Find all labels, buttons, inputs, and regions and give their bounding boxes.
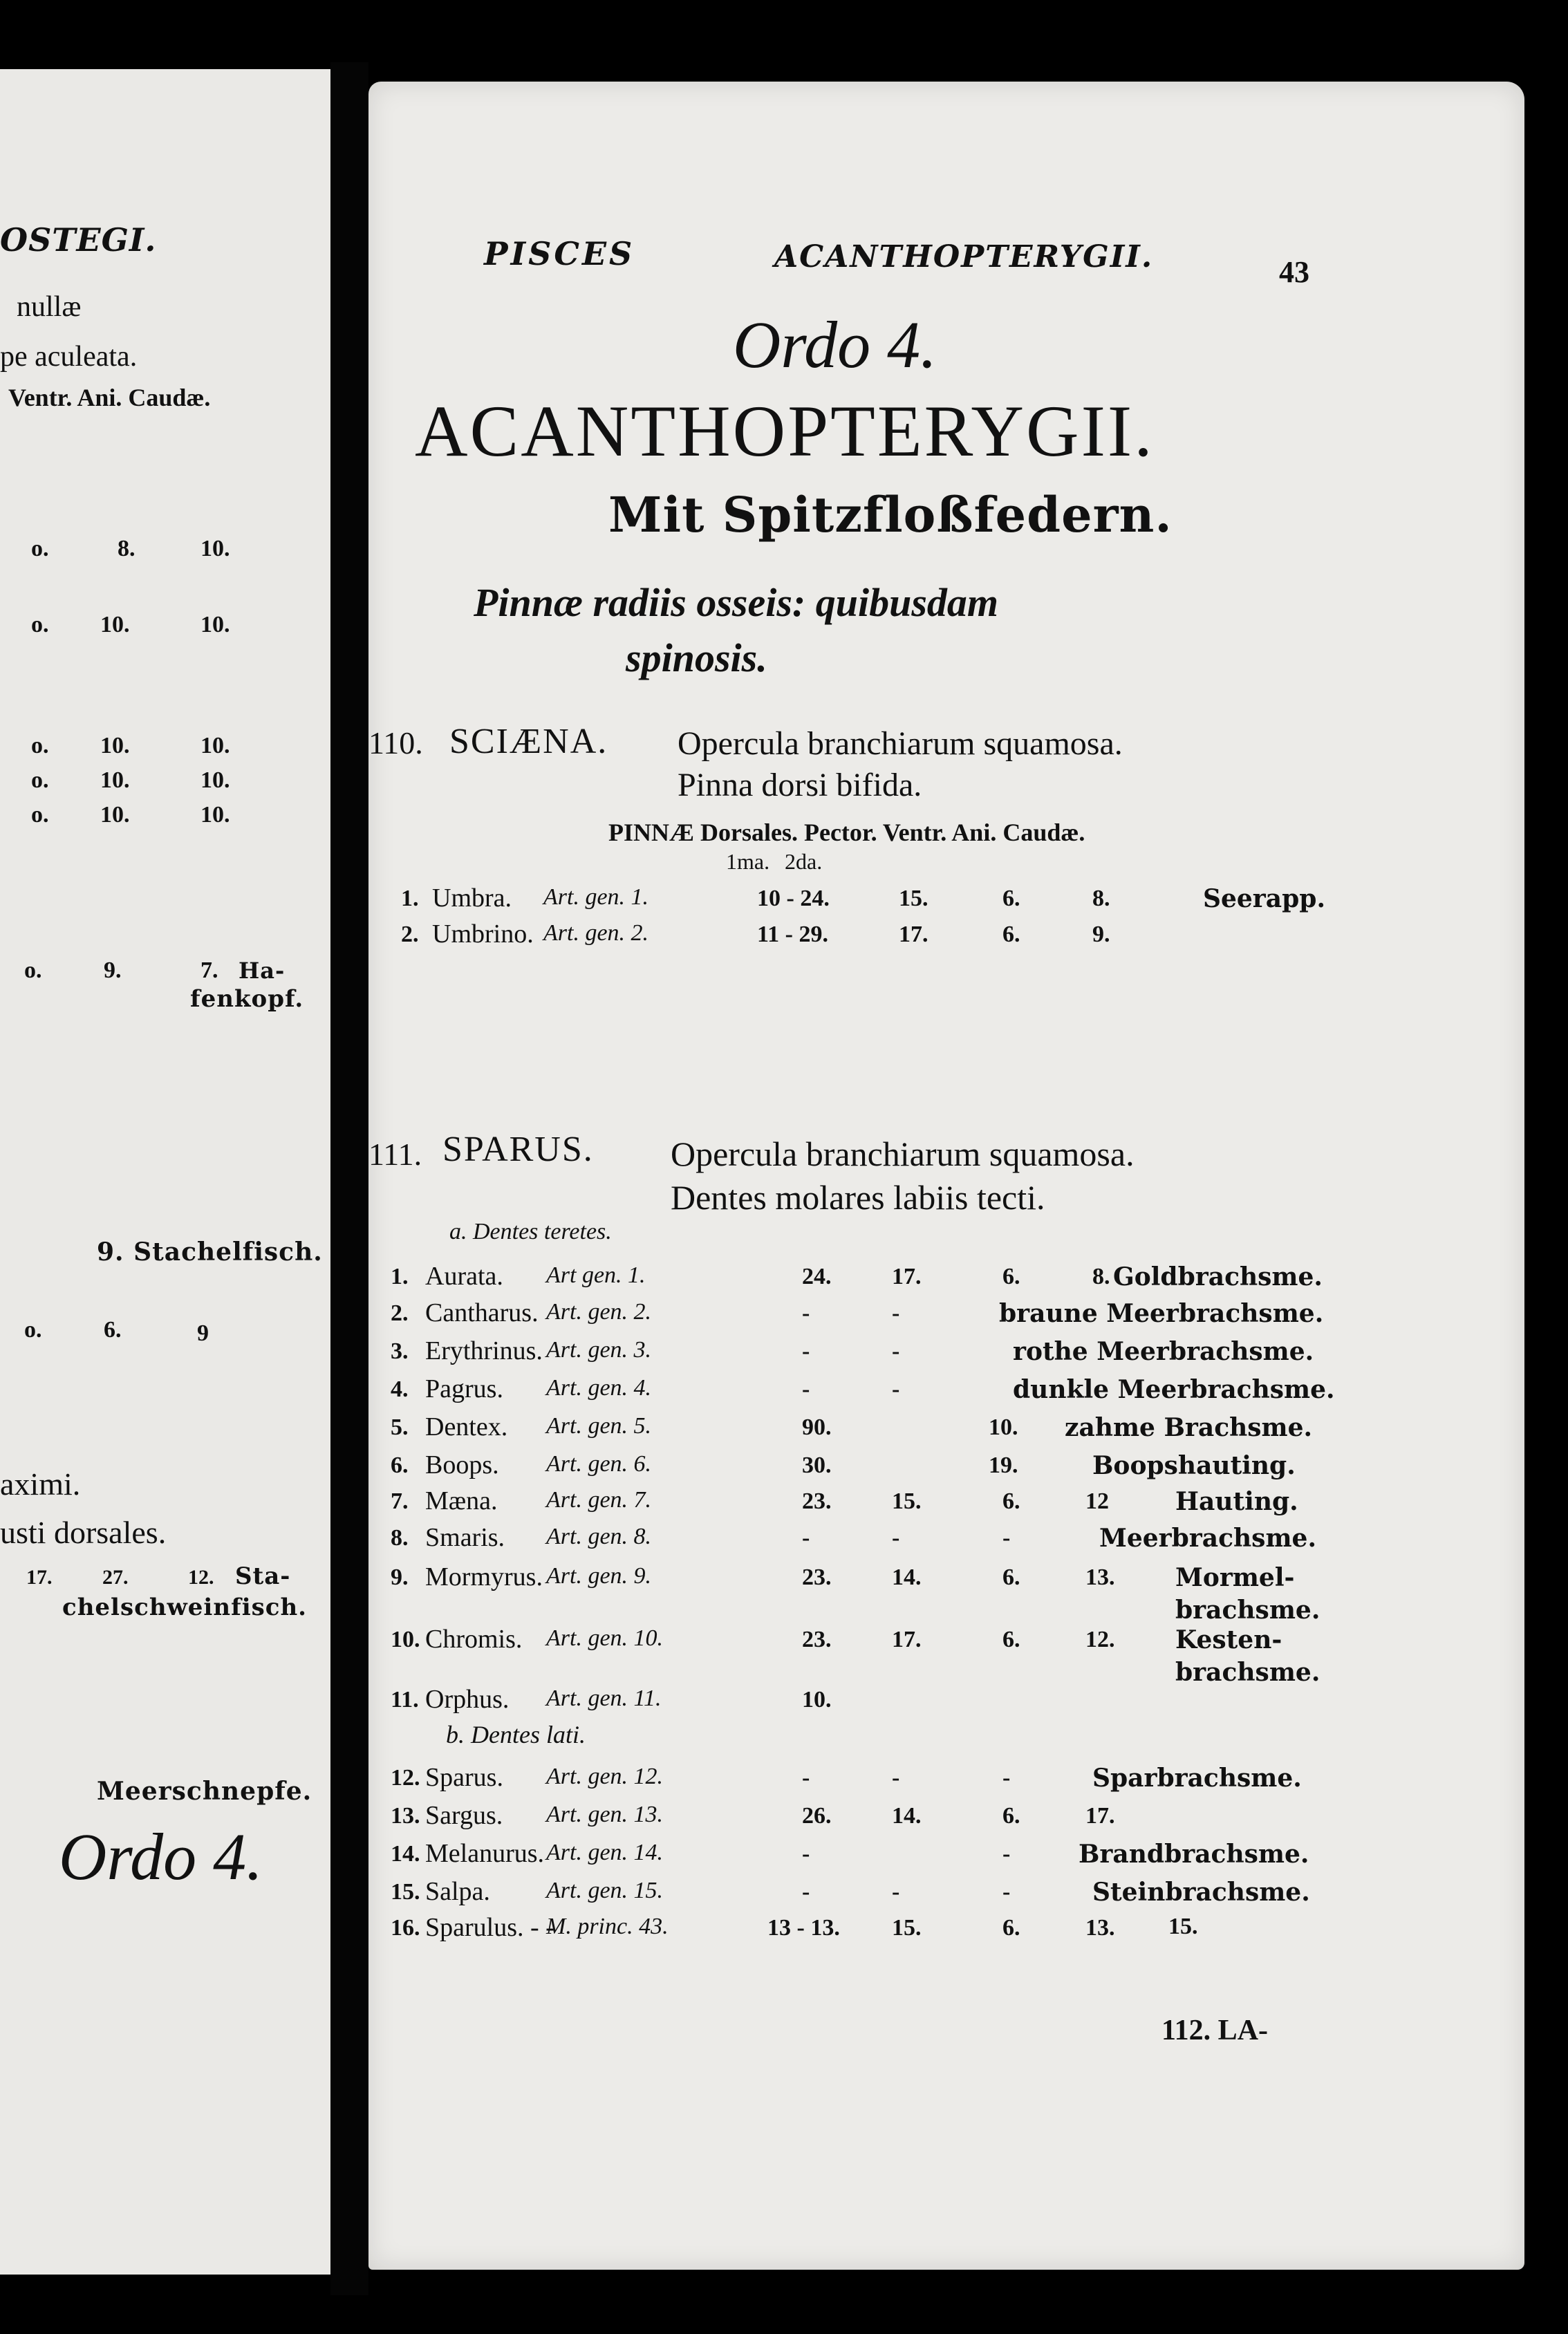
left-num: 10.: [100, 612, 130, 637]
genus-desc: Opercula branchiarum squamosa.: [671, 1135, 1135, 1173]
german-name: Meerbrachsme.: [1099, 1524, 1316, 1553]
fin-pectoral: -: [892, 1525, 900, 1551]
species-number: 5.: [391, 1415, 409, 1440]
left-line: Ventr. Ani. Caudæ.: [8, 384, 211, 411]
latin-desc-line2: spinosis.: [626, 635, 767, 680]
left-num: o.: [31, 733, 49, 758]
german-name: Mormel-: [1175, 1563, 1295, 1592]
species-name: Aurata.: [425, 1262, 503, 1291]
left-hasenkopf: Ha-: [239, 958, 286, 984]
german-title: Mit Spitzfloßfedern.: [608, 486, 1173, 543]
left-num: 8.: [118, 536, 136, 561]
species-name: Chromis.: [425, 1625, 523, 1654]
group-label: a. Dentes teretes.: [449, 1219, 612, 1244]
species-number: 12.: [391, 1765, 420, 1791]
german-name: 15.: [1168, 1914, 1198, 1939]
left-num: 10.: [200, 802, 230, 828]
species-name: Salpa.: [425, 1877, 490, 1906]
species-reference: Art. gen. 11.: [546, 1686, 662, 1711]
german-name: Kesten-: [1175, 1625, 1282, 1654]
fin-dorsal: 10 - 24.: [757, 886, 830, 911]
fin-dorsal: 90.: [802, 1415, 832, 1440]
genus-desc: Opercula branchiarum squamosa.: [678, 725, 1123, 762]
fin-ventral: -: [1002, 1525, 1011, 1551]
german-name: dunkle Meerbrachsme.: [1013, 1375, 1335, 1404]
left-num: 10.: [200, 767, 230, 793]
fin-ventral: 6.: [1002, 1565, 1020, 1590]
running-header-left: PISCES: [484, 235, 635, 272]
species-number: 1.: [391, 1264, 409, 1289]
species-reference: M. princ. 43.: [546, 1914, 669, 1939]
left-stachel: Sta-: [235, 1562, 291, 1590]
species-name: Mormyrus.: [425, 1562, 543, 1591]
fin-ventral: 6.: [1002, 922, 1020, 947]
species-name: Sargus.: [425, 1801, 503, 1830]
species-number: 13.: [391, 1803, 420, 1829]
german-name: braune Meerbrachsme.: [999, 1299, 1324, 1328]
species-reference: Art gen. 1.: [546, 1262, 646, 1288]
fin-pectoral: 15.: [899, 886, 928, 911]
fin-anal: 12.: [1085, 1627, 1115, 1652]
left-num: o.: [24, 958, 42, 983]
fin-pectoral: 17.: [892, 1627, 922, 1652]
fin-dorsal: -: [802, 1879, 810, 1905]
genus-name: SCIÆNA.: [449, 722, 608, 761]
german-name: Boopshauting.: [1092, 1451, 1296, 1480]
fin-ventral: 19.: [989, 1453, 1018, 1478]
fin-dorsal: -: [802, 1338, 810, 1364]
fin-pectoral: -: [892, 1338, 900, 1364]
species-number: 14.: [391, 1841, 420, 1867]
german-name: Seerapp.: [1203, 884, 1325, 913]
left-usti: usti dorsales.: [0, 1515, 167, 1550]
pinnae-sub: 2da.: [785, 849, 823, 874]
left-num: o.: [31, 536, 49, 561]
species-reference: Art. gen. 1.: [543, 884, 649, 910]
fin-pectoral: 15.: [892, 1488, 922, 1514]
fin-anal: 13.: [1085, 1915, 1115, 1941]
left-header: OSTEGI.: [0, 221, 157, 259]
species-number: 11.: [391, 1687, 419, 1712]
fin-dorsal: 30.: [802, 1453, 832, 1478]
german-name: Goldbrachsme.: [1113, 1262, 1323, 1291]
left-num: 6.: [104, 1317, 122, 1343]
fin-ventral: 6.: [1002, 1627, 1020, 1652]
species-reference: Art. gen. 4.: [546, 1375, 652, 1401]
fin-dorsal: -: [802, 1300, 810, 1326]
species-number: 1.: [401, 886, 419, 911]
pinnae-header: PINNÆ Dorsales. Pector. Ventr. Ani. Caudæ.: [608, 819, 1085, 846]
fin-dorsal: 23.: [802, 1565, 832, 1590]
left-ordo: Ordo 4.: [59, 1820, 263, 1894]
fin-dorsal: -: [802, 1525, 810, 1551]
fin-dorsal: 24.: [802, 1264, 832, 1289]
species-name: Mæna.: [425, 1486, 498, 1515]
pinnae-sub: 1ma.: [726, 849, 770, 874]
species-reference: Art. gen. 12.: [546, 1764, 664, 1789]
left-hasenkopf: fenkopf.: [190, 985, 304, 1013]
fin-anal: 17.: [1085, 1803, 1115, 1829]
latin-desc-line1: Pinnæ radiis osseis: quibusdam: [474, 580, 999, 625]
fin-dorsal: -: [802, 1376, 810, 1402]
species-number: 3.: [391, 1338, 409, 1364]
left-num: o.: [31, 767, 49, 793]
species-number: 2.: [391, 1300, 409, 1326]
german-name: Hauting.: [1175, 1487, 1298, 1516]
fin-dorsal: 23.: [802, 1488, 832, 1514]
fin-anal: 13.: [1085, 1565, 1115, 1590]
left-num: o.: [31, 612, 49, 637]
left-num: o.: [31, 802, 49, 828]
species-name: Pagrus.: [425, 1374, 503, 1403]
fin-dorsal: 13 - 13.: [767, 1915, 840, 1941]
left-num: 10.: [100, 767, 130, 793]
left-num: 10.: [100, 733, 130, 758]
species-reference: Art. gen. 13.: [546, 1802, 664, 1827]
species-name: Sparus.: [425, 1763, 503, 1792]
species-reference: Art. gen. 5.: [546, 1413, 652, 1439]
species-number: 15.: [391, 1879, 420, 1905]
left-num: 9.: [104, 958, 122, 983]
fin-anal: 8.: [1092, 886, 1110, 911]
left-num: o.: [24, 1317, 42, 1343]
catchword: 112. LA-: [1161, 2015, 1269, 2046]
fin-dorsal: -: [802, 1765, 810, 1791]
left-stachelfisch: 9. Stachelfisch.: [97, 1238, 323, 1267]
left-num: 10.: [200, 536, 230, 561]
species-name: Cantharus.: [425, 1298, 539, 1327]
left-num: 10.: [100, 802, 130, 828]
species-reference: Art. gen. 3.: [546, 1337, 652, 1363]
fin-ventral: 10.: [989, 1415, 1018, 1440]
left-num: 10.: [200, 612, 230, 637]
left-num: 27.: [102, 1566, 129, 1589]
german-name: brachsme.: [1175, 1658, 1320, 1687]
german-name: Brandbrachsme.: [1079, 1840, 1309, 1869]
species-number: 9.: [391, 1565, 409, 1590]
main-title: ACANTHOPTERYGII.: [415, 391, 1155, 472]
genus-name: SPARUS.: [442, 1130, 594, 1169]
left-aximi: aximi.: [0, 1466, 81, 1502]
fin-dorsal: 26.: [802, 1803, 832, 1829]
left-meerschnepfe: Meerschnepfe.: [97, 1777, 312, 1806]
fin-ventral: 6.: [1002, 1264, 1020, 1289]
german-name: zahme Brachsme.: [1065, 1413, 1313, 1442]
species-name: Umbrino.: [432, 919, 534, 949]
genus-desc: Pinna dorsi bifida.: [678, 767, 922, 803]
genus-desc: Dentes molares labiis tecti.: [671, 1178, 1045, 1217]
species-number: 6.: [391, 1453, 409, 1478]
group-label: b. Dentes lati.: [446, 1721, 586, 1748]
fin-ventral: 6.: [1002, 1915, 1020, 1941]
fin-ventral: -: [1002, 1841, 1011, 1867]
species-name: Boops.: [425, 1450, 499, 1479]
species-number: 8.: [391, 1525, 409, 1551]
species-reference: Art. gen. 7.: [546, 1487, 652, 1513]
species-number: 2.: [401, 922, 419, 947]
fin-anal: 8.: [1092, 1264, 1110, 1289]
left-line: pe aculeata.: [0, 341, 138, 373]
fin-pectoral: 15.: [892, 1915, 922, 1941]
book-gutter: [330, 62, 368, 2295]
species-name: Orphus.: [425, 1685, 510, 1714]
left-num: 10.: [200, 733, 230, 758]
genus-number: 110.: [368, 725, 423, 760]
left-num: 17.: [26, 1566, 53, 1589]
fin-pectoral: 14.: [892, 1565, 922, 1590]
fin-pectoral: -: [892, 1879, 900, 1905]
species-name: Melanurus.: [425, 1839, 545, 1868]
species-reference: Art. gen. 8.: [546, 1524, 652, 1549]
species-number: 4.: [391, 1376, 409, 1402]
fin-dorsal: -: [802, 1841, 810, 1867]
german-name: brachsme.: [1175, 1596, 1320, 1625]
species-reference: Art. gen. 10.: [546, 1625, 664, 1651]
fin-pectoral: 17.: [892, 1264, 922, 1289]
left-num: 7.: [200, 958, 218, 983]
fin-anal: 12: [1085, 1488, 1109, 1514]
fin-anal: 9.: [1092, 922, 1110, 947]
species-number: 7.: [391, 1488, 409, 1514]
genus-number: 111.: [368, 1137, 422, 1172]
species-name: Sparulus. - -: [425, 1913, 554, 1942]
page-number: 43: [1279, 255, 1309, 289]
german-name: Steinbrachsme.: [1092, 1878, 1310, 1907]
species-reference: Art. gen. 9.: [546, 1563, 652, 1589]
left-num: 12.: [188, 1566, 214, 1589]
fin-ventral: 6.: [1002, 1803, 1020, 1829]
fin-pectoral: -: [892, 1300, 900, 1326]
species-name: Erythrinus.: [425, 1336, 543, 1365]
species-name: Umbra.: [432, 884, 512, 913]
fin-ventral: 6.: [1002, 886, 1020, 911]
german-name: rothe Meerbrachsme.: [1013, 1337, 1314, 1366]
ordo-title: Ordo 4.: [733, 308, 937, 382]
species-reference: Art. gen. 15.: [546, 1878, 664, 1903]
species-reference: Art. gen. 2.: [543, 920, 649, 946]
fin-pectoral: 14.: [892, 1803, 922, 1829]
species-reference: Art. gen. 2.: [546, 1299, 652, 1325]
german-name: Sparbrachsme.: [1092, 1764, 1302, 1793]
right-page: [368, 82, 1524, 2270]
species-reference: Art. gen. 14.: [546, 1840, 664, 1865]
fin-ventral: -: [1002, 1879, 1011, 1905]
left-num: 9: [197, 1320, 209, 1346]
running-header-center: ACANTHOPTERYGII.: [774, 239, 1154, 274]
species-number: 16.: [391, 1915, 420, 1941]
fin-dorsal: 23.: [802, 1627, 832, 1652]
left-line: nullæ: [17, 291, 82, 323]
left-page: [0, 69, 330, 2275]
fin-pectoral: -: [892, 1376, 900, 1402]
species-name: Dentex.: [425, 1412, 508, 1441]
fin-pectoral: 17.: [899, 922, 928, 947]
fin-dorsal: 10.: [802, 1687, 832, 1712]
left-stachel: chelschweinfisch.: [62, 1594, 308, 1621]
species-reference: Art. gen. 6.: [546, 1451, 652, 1477]
fin-dorsal: 11 - 29.: [757, 922, 828, 947]
fin-ventral: -: [1002, 1765, 1011, 1791]
fin-pectoral: -: [892, 1765, 900, 1791]
species-name: Smaris.: [425, 1523, 505, 1552]
species-number: 10.: [391, 1627, 420, 1652]
fin-ventral: 6.: [1002, 1488, 1020, 1514]
